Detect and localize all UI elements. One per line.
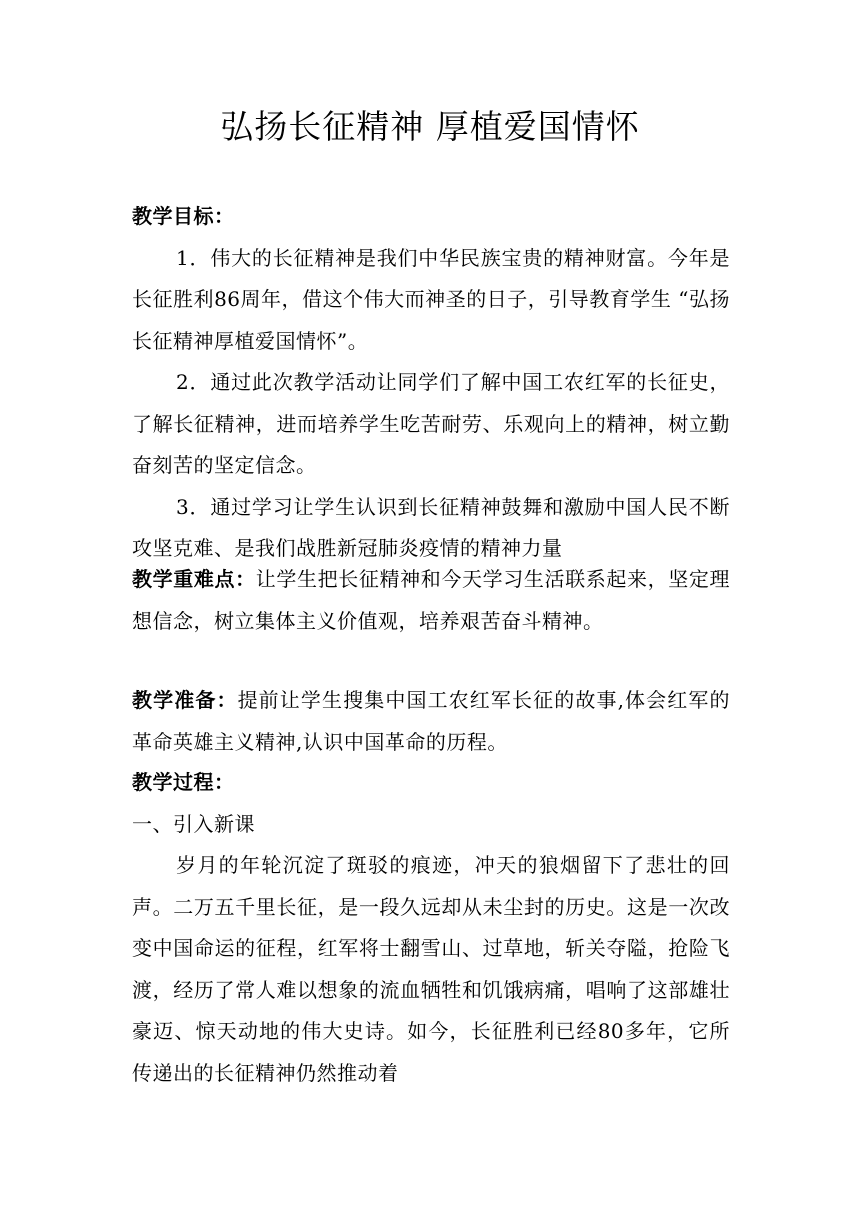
document-title: 弘扬长征精神 厚植爱国情怀 (220, 107, 640, 146)
process-heading: 教学过程： (132, 770, 235, 794)
key-points-label: 教学重难点： (132, 567, 256, 591)
preparation-label: 教学准备： (132, 688, 238, 712)
section-1-title: 一、引入新课 (132, 811, 255, 836)
objective-item-1: 1．伟大的长征精神是我们中华民族宝贵的精神财富。今年是长征胜利86周年，借这个伟大而神圣的日子，引导教育学生 “弘扬长征精神厚植爱国情怀”。 (132, 245, 730, 353)
preparation-text: 提前让学生搜集中国工农红军长征的故事,体会红军的革命英雄主义精神,认识中国革命的历程。 (132, 688, 730, 754)
key-points-text: 让学生把长征精神和今天学习生活联系起来，坚定理想信念，树立集体主义价值观，培养艰苦奋斗精神。 (132, 567, 730, 633)
section-1-text: 岁月的年轮沉淀了斑驳的痕迹，冲天的狼烟留下了悲壮的回声。二万五千里长征，是一段久远却从未尘封的历史。这是一次改变中国命运的征程，红军将士翻雪山、过草地，斩关夺隘，抢险飞渡，经历了常人难以想象的流血牺牲和饥饿病痛，唱响了这部雄壮豪迈、惊天动地的伟大史诗。如今，长征胜利已经80多年，它所传递出的长征精神仍然推动着 (132, 853, 730, 1085)
objective-item-3: 3．通过学习让学生认识到长征精神鼓舞和激励中国人民不断攻坚克难、是我们战胜新冠肺炎疫情的精神力量 (132, 494, 730, 560)
objective-item-2: 2．通过此次教学活动让同学们了解中国工农红军的长征史，了解长征精神，进而培养学生吃苦耐劳、乐观向上的精神，树立勤奋刻苦的坚定信念。 (132, 370, 730, 477)
process-section (132, 762, 730, 1094)
objectives-section (132, 196, 730, 570)
objectives-heading: 教学目标： (132, 204, 235, 228)
preparation-section (132, 680, 730, 763)
key-points-section (132, 559, 730, 642)
